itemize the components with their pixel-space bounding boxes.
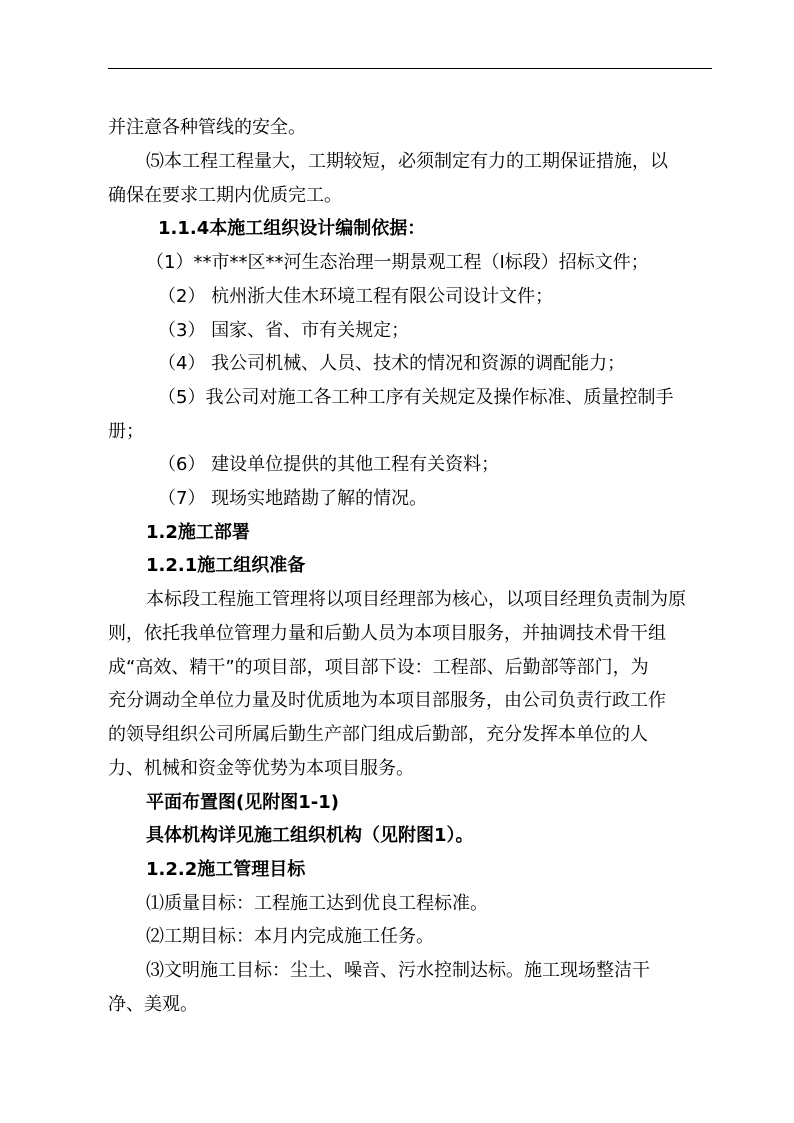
list-item: ⑴质量目标：工程施工达到优良工程标准。: [146, 893, 488, 914]
list-item: ⑶文明施工目标：尘土、噪音、污水控制达标。施工现场整洁干: [146, 960, 650, 981]
section-heading: 1.2.1施工组织准备: [146, 555, 306, 576]
text-line: 确保在要求工期内优质完工。: [108, 185, 342, 206]
text-line: 则，依托我单位管理力量和后勤人员为本项目服务，并抽调技术骨干组: [108, 623, 666, 644]
section-heading: 平面布置图(见附图1-1): [146, 792, 339, 813]
text-line: 充分调动全单位力量及时优质地为本项目部服务，由公司负责行政工作: [108, 690, 666, 711]
text-line: 力、机械和资金等优势为本项目服务。: [108, 758, 414, 779]
list-item: （3） 国家、省、市有关规定；: [158, 320, 410, 341]
text-line: 净、美观。: [108, 994, 198, 1015]
header-rule: [108, 68, 712, 69]
text-line: 册；: [108, 421, 144, 442]
section-heading: 1.1.4本施工组织设计编制依据：: [158, 218, 426, 239]
list-item: （6） 建设单位提供的其他工程有关资料；: [158, 454, 500, 475]
text-line: 成“高效、精干”的项目部，项目部下设：工程部、后勤部等部门，为: [108, 657, 649, 678]
list-item: （4） 我公司机械、人员、技术的情况和资源的调配能力；: [158, 353, 626, 374]
section-heading: 具体机构详见施工组织机构（见附图1）。: [146, 825, 474, 846]
text-line: ⑸本工程工程量大，工期较短，必须制定有力的工期保证措施，以: [146, 151, 668, 172]
list-item: （1）**市**区**河生态治理一期景观工程（Ⅰ标段）招标文件；: [146, 252, 649, 273]
list-item: （2） 杭州浙大佳木环境工程有限公司设计文件；: [158, 286, 554, 307]
list-item: （7） 现场实地踏勘了解的情况。: [158, 488, 428, 509]
list-item: （5）我公司对施工各工种工序有关规定及操作标准、质量控制手: [158, 387, 674, 408]
section-heading: 1.2.2施工管理目标: [146, 859, 306, 880]
list-item: ⑵工期目标：本月内完成施工任务。: [146, 926, 434, 947]
text-line: 本标段工程施工管理将以项目经理部为核心，以项目经理负责制为原: [146, 589, 686, 610]
text-line: 并注意各种管线的安全。: [108, 117, 306, 138]
section-heading: 1.2施工部署: [146, 522, 250, 543]
text-line: 的领导组织公司所属后勤生产部门组成后勤部，充分发挥本单位的人: [108, 724, 648, 745]
